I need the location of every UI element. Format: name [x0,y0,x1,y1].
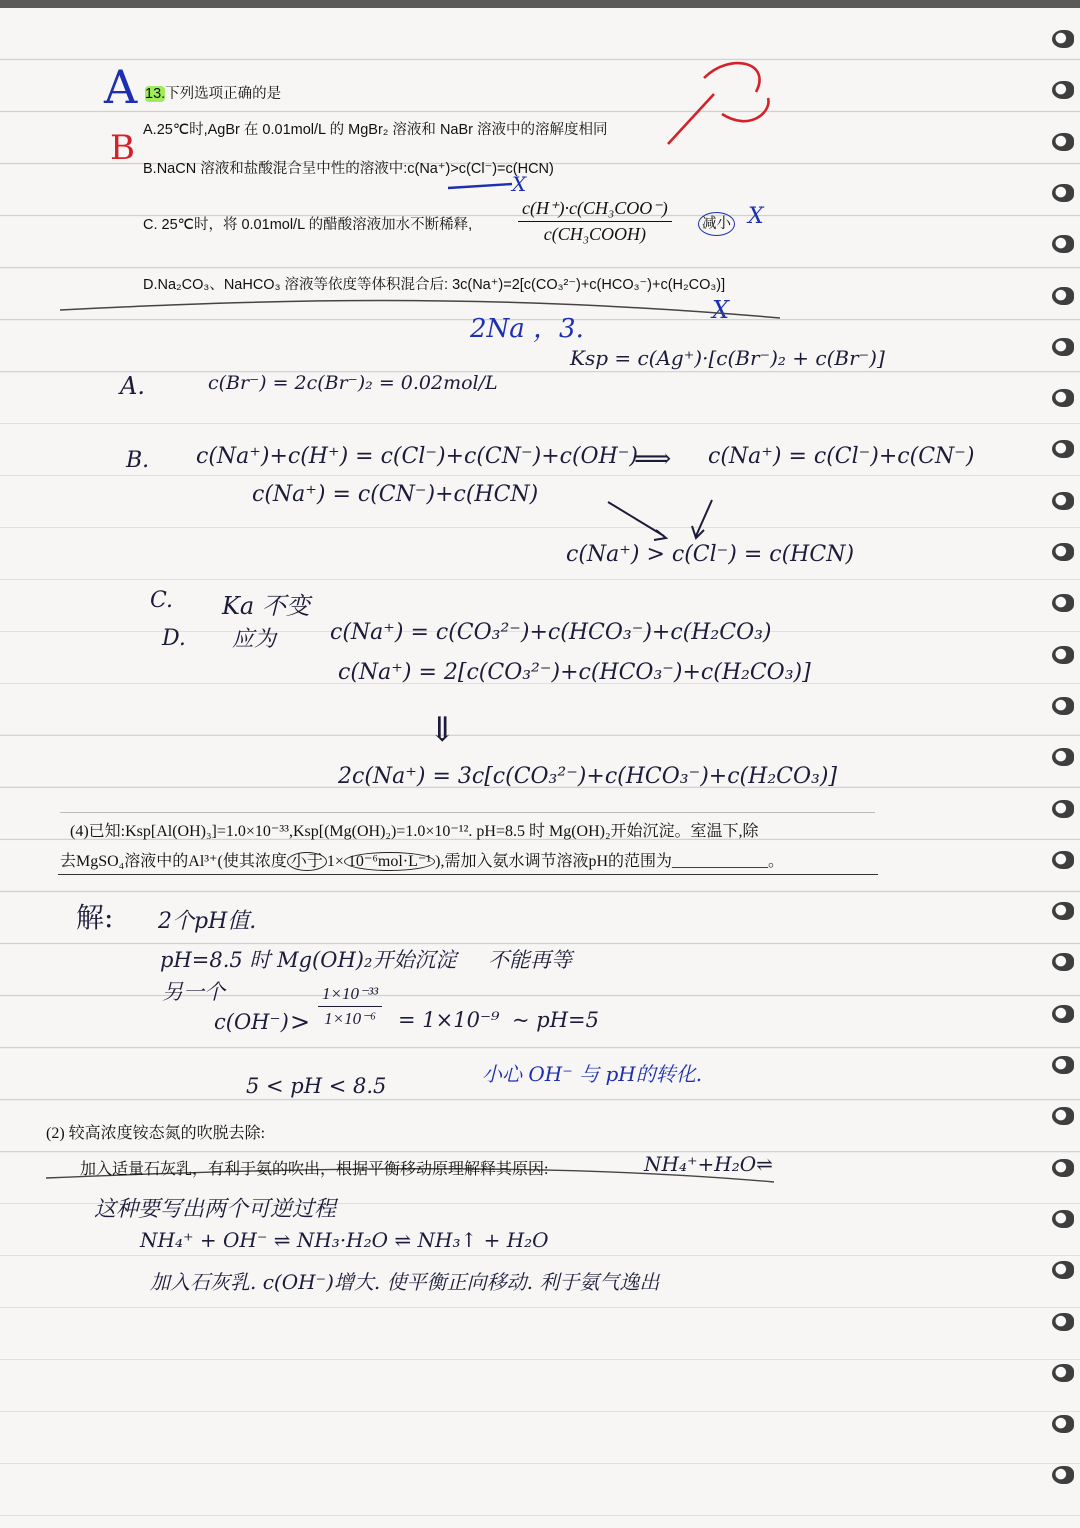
spiral-ring [1052,594,1074,612]
note4-l1: 2个pH值. [158,909,257,934]
red-check-mark [660,52,780,148]
spiral-ring [1052,440,1074,458]
note-d-down-arrow: ⇓ [428,710,457,750]
q13-option-c-tail [698,212,735,233]
spiral-ring [1052,543,1074,561]
q13-option-b: B.NaCN 溶液和盐酸混合呈中性的溶液中:c(Na⁺)>c(Cl⁻)=c(HCN) [143,161,554,177]
q4-top-edge [60,812,875,813]
q4-circled-less-than: 小于 [287,852,327,871]
note-b-line2: c(Na⁺) = c(CN⁻)+c(HCN) [252,482,539,507]
note-a-line: c(Br⁻) = 2c(Br⁻)₂ = 0.02mol/L [208,372,498,394]
note-a-label: A. [120,372,145,400]
spiral-ring [1052,1313,1074,1331]
note4-gt: > [290,1008,311,1036]
answer-letter-a: A [104,60,138,114]
note4-frac-den: 1×10⁻⁶ [324,1009,376,1028]
spiral-ring [1052,1364,1074,1382]
q4-answer-blank: ____________。 [672,853,785,870]
note-d-label: D. [162,626,186,651]
note4-l3: 另一个 [162,980,225,1004]
spiral-binding [1040,30,1080,1520]
q4-line2-mid: 1× [326,853,344,870]
spiral-ring [1052,748,1074,766]
q4-line1: (4)已知:Ksp[Al(OH)₃]=1.0×10⁻³³,Ksp[(Mg(OH)₂)=1.0×10⁻¹². pH=8.5 时 Mg(OH)₂开始沉淀。室温下,除 [70,823,759,840]
spiral-ring [1052,851,1074,869]
q13-stem-text: 下列选项正确的是 [165,86,282,102]
spiral-ring [1052,389,1074,407]
spiral-ring [1052,1415,1074,1433]
fraction-numerator: c(H⁺)·c(CH₃COO⁻) [518,198,672,222]
note-b-line1: c(Na⁺)+c(H⁺) = c(Cl⁻)+c(CN⁻)+c(OH⁻) [196,444,638,469]
note-c-line: Ka 不变 [222,592,310,620]
note-d-line1: c(Na⁺) = c(CO₃²⁻)+c(HCO₃⁻)+c(H₂CO₃) [330,620,772,645]
spiral-ring [1052,1005,1074,1023]
answer-letter-b: B [110,128,135,168]
note4-l2b: 不能再等 [488,948,572,972]
q13-number: 13. [145,86,166,102]
circled-decrease: 减小 [698,212,735,236]
spiral-ring [1052,800,1074,818]
q13-stem [145,82,281,103]
spiral-ring [1052,1107,1074,1125]
cutout-bottom-edge [60,288,780,338]
spiral-ring [1052,235,1074,253]
q4-bottom-edge [58,874,878,875]
spiral-ring [1052,646,1074,664]
q13-option-a: A.25℃时,AgBr 在 0.01mol/L 的 MgBr₂ 溶液和 NaBr 溶液中的溶解度相同 [143,122,608,138]
spiral-ring [1052,338,1074,356]
spiral-ring [1052,1261,1074,1279]
note-d-line2: c(Na⁺) = 2[c(CO₃²⁻)+c(HCO₃⁻)+c(H₂CO₃)] [338,660,811,685]
note4-approx: ~ pH=5 [512,1008,599,1032]
spiral-ring [1052,492,1074,510]
note2-l3: 加入石灰乳. c(OH⁻)增大. 使平衡正向移动. 利于氨气逸出 [150,1270,660,1294]
mark-c: X [748,204,764,229]
page-top-edge [0,0,1080,8]
note4-fraction [318,984,382,1029]
note4-frac-num: 1×10⁻³³ [318,984,382,1007]
note-b-label: B. [126,448,150,473]
mark-d: X [712,296,730,324]
spiral-ring [1052,1159,1074,1177]
note-b-arrows [600,496,740,546]
spiral-ring [1052,1210,1074,1228]
note4-range: 5 < pH < 8.5 [246,1074,387,1098]
note2-l1: 这种要写出两个可逆过程 [94,1197,337,1222]
q13-option-c-fraction [518,198,672,245]
note-d-reason: 应为 [232,627,277,652]
spiral-ring [1052,133,1074,151]
spiral-ring [1052,184,1074,202]
q4-line2 [60,848,784,871]
spiral-ring [1052,902,1074,920]
note4-eq: = 1×10⁻⁹ [398,1008,500,1032]
q4-circled-concentration: 10⁻⁶mol·L⁻¹ [344,852,435,871]
q13-option-d: D.Na₂CO₃、NaHCO₃ 溶液等依度等体积混合后: 3c(Na⁺)=2[c(CO₃²⁻)+c(HCO₃⁻)+c(H₂CO₃)] [143,277,726,293]
spiral-ring [1052,81,1074,99]
spiral-ring [1052,953,1074,971]
spiral-ring [1052,287,1074,305]
note4-jie: 解: [76,901,114,934]
note4-tip: 小心 OH⁻ 与 pH的转化. [482,1062,703,1086]
q2-line1: (2) 较高浓度铵态氮的吹脱去除: [46,1125,266,1142]
q13-option-c: C. 25℃时，将 0.01mol/L 的醋酸溶液加水不断稀释, [143,217,473,233]
spiral-ring [1052,697,1074,715]
spiral-ring [1052,1466,1074,1484]
note-b-arrow: ⟹ [634,444,672,474]
note4-l2: pH=8.5 时 Mg(OH)₂开始沉淀 [160,948,457,972]
note-b-line1b: c(Na⁺) = c(Cl⁻)+c(CN⁻) [708,444,975,469]
q2-line2-hand: NH₄⁺+H₂O⇌ [644,1152,773,1176]
q4-line2-post: ),需加入氨水调节溶液pH的范围为 [435,853,673,870]
mark-b: X [512,172,527,196]
spiral-ring [1052,1056,1074,1074]
note-c-label: C. [150,588,174,613]
note-a-ksp: Ksp = c(Ag⁺)·[c(Br⁻)₂ + c(Br⁻)] [570,346,885,370]
note2-l2: NH₄⁺ + OH⁻ ⇌ NH₃·H₂O ⇌ NH₃↑ + H₂O [140,1228,549,1252]
note-d-line3: 2c(Na⁺) = 3c[c(CO₃²⁻)+c(HCO₃⁻)+c(H₂CO₃)] [338,764,837,789]
q2-line2: 加入适量石灰乳，有利于氨的吹出，根据平衡移动原理解释其原因: [80,1161,549,1178]
fraction-denominator: c(CH₃COOH) [543,224,646,244]
under-d-note: 2Na ，3. [470,314,584,344]
q4-line2-pre: 去MgSO₄溶液中的Al³⁺(使其浓度 [60,853,287,870]
note4-coh: c(OH⁻) [214,1010,289,1034]
spiral-ring [1052,30,1074,48]
note-b-result: c(Na⁺) > c(Cl⁻) = c(HCN) [566,542,855,567]
